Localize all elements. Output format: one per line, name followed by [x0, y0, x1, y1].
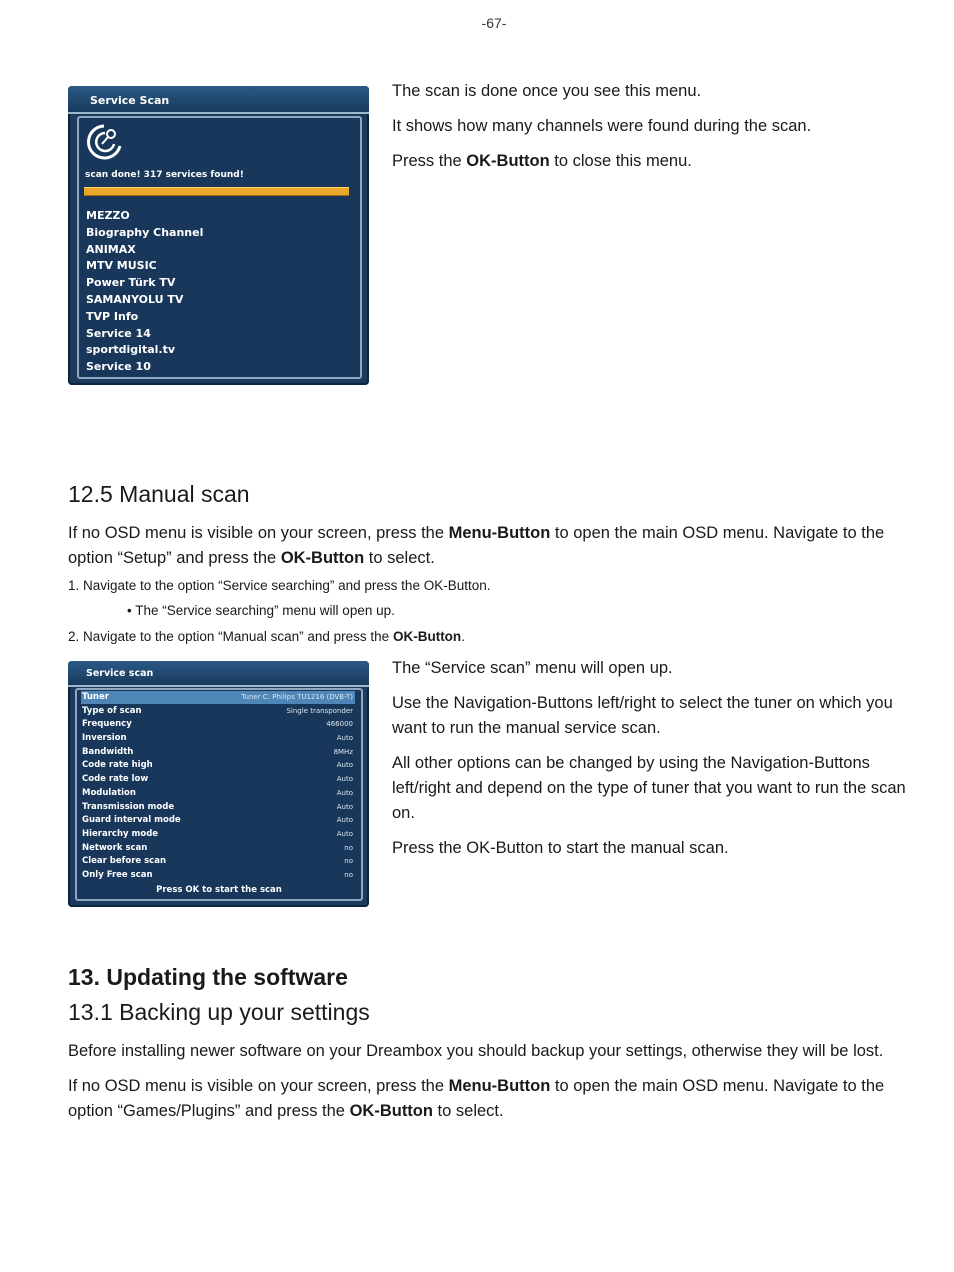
manual-scan-description [392, 656, 912, 861]
option-row[interactable]: Type of scan Single transponder [82, 705, 353, 716]
section-heading-manual-scan: 12.5 Manual scan [68, 481, 250, 507]
scan-done-description [392, 79, 932, 174]
scan-progress-bar [84, 187, 349, 196]
manual-scan-menu-screenshot [68, 661, 369, 907]
channel-item: Service 10 [86, 360, 151, 374]
channel-item: MTV MUSIC [86, 259, 157, 273]
backup-instructions: If no OSD menu is visible on your screen, press the Menu-Button to open the main OSD menu. Navigate to the option “Games/Plugins” and press the OK-Button to select. [68, 1077, 885, 1120]
channel-item: ANIMAX [86, 242, 136, 256]
option-row[interactable]: Hierarchy mode Auto [82, 828, 353, 839]
option-row[interactable]: Code rate high Auto [82, 760, 353, 771]
paragraph: Use the Navigation-Buttons left/right to select the tuner on which you want to run the manual service scan. [392, 694, 893, 737]
option-row[interactable]: Guard interval mode Auto [82, 815, 353, 826]
paragraph: Press the OK-Button to close this menu. [392, 152, 692, 170]
scan-options-list [82, 691, 353, 883]
paragraph: All other options can be changed by using the Navigation-Buttons left/right and depend on the type of tuner that you want to run the scan on. [392, 754, 906, 822]
option-row[interactable]: Bandwidth 8MHz [82, 746, 353, 757]
option-row[interactable]: Modulation Auto [82, 787, 353, 798]
step-1-bullet: • The “Service searching” menu will open up. [127, 603, 395, 618]
option-row[interactable]: Frequency 466000 [82, 719, 353, 730]
channel-item: Biography Channel [86, 225, 204, 239]
paragraph: The “Service scan” menu will open up. [392, 659, 673, 677]
page-number: -67- [481, 15, 507, 31]
found-channels-list [86, 208, 203, 376]
step-1: 1. Navigate to the option “Service searching” and press the OK-Button. [68, 578, 491, 593]
step-2: 2. Navigate to the option “Manual scan” and press the OK-Button. [68, 629, 465, 644]
manual-scan-intro: If no OSD menu is visible on your screen, press the Menu-Button to open the main OSD menu. Navigate to the option “Setup” and press the OK-Button to select. [68, 524, 885, 567]
backup-intro: Before installing newer software on your Dreambox you should backup your settings, otherwise they will be lost. [68, 1042, 884, 1060]
channel-item: TVP Info [86, 309, 139, 323]
chapter-heading: 13. Updating the software [68, 964, 348, 990]
satellite-logo-icon [84, 122, 126, 164]
channel-item: Service 14 [86, 326, 151, 340]
paragraph: Press the OK-Button to start the manual scan. [392, 839, 729, 857]
option-row[interactable]: Inversion Auto [82, 733, 353, 744]
osd-footer-hint: Press OK to start the scan [156, 885, 282, 895]
paragraph: The scan is done once you see this menu. [392, 82, 702, 100]
paragraph: It shows how many channels were found during the scan. [392, 117, 812, 135]
channel-item: MEZZO [86, 209, 130, 222]
option-row[interactable]: Network scan no [82, 842, 353, 853]
option-row[interactable]: Only Free scan no [82, 869, 353, 880]
section-heading-backup: 13.1 Backing up your settings [68, 999, 370, 1025]
option-row-tuner[interactable]: Tuner Tuner C: Philips TU1216 (DVB-T) [82, 692, 353, 702]
option-row[interactable]: Code rate low Auto [82, 774, 353, 785]
scan-status: scan done! 317 services found! [85, 170, 244, 180]
channel-item: SAMANYOLU TV [86, 292, 184, 306]
channel-item: sportdigital.tv [86, 343, 176, 357]
option-row[interactable]: Clear before scan no [82, 856, 353, 867]
service-scan-result-screenshot [68, 86, 369, 385]
osd-title: Service Scan [90, 94, 170, 107]
osd-title: Service scan [86, 668, 154, 679]
channel-item: Power Türk TV [86, 276, 176, 290]
option-row[interactable]: Transmission mode Auto [82, 801, 353, 812]
